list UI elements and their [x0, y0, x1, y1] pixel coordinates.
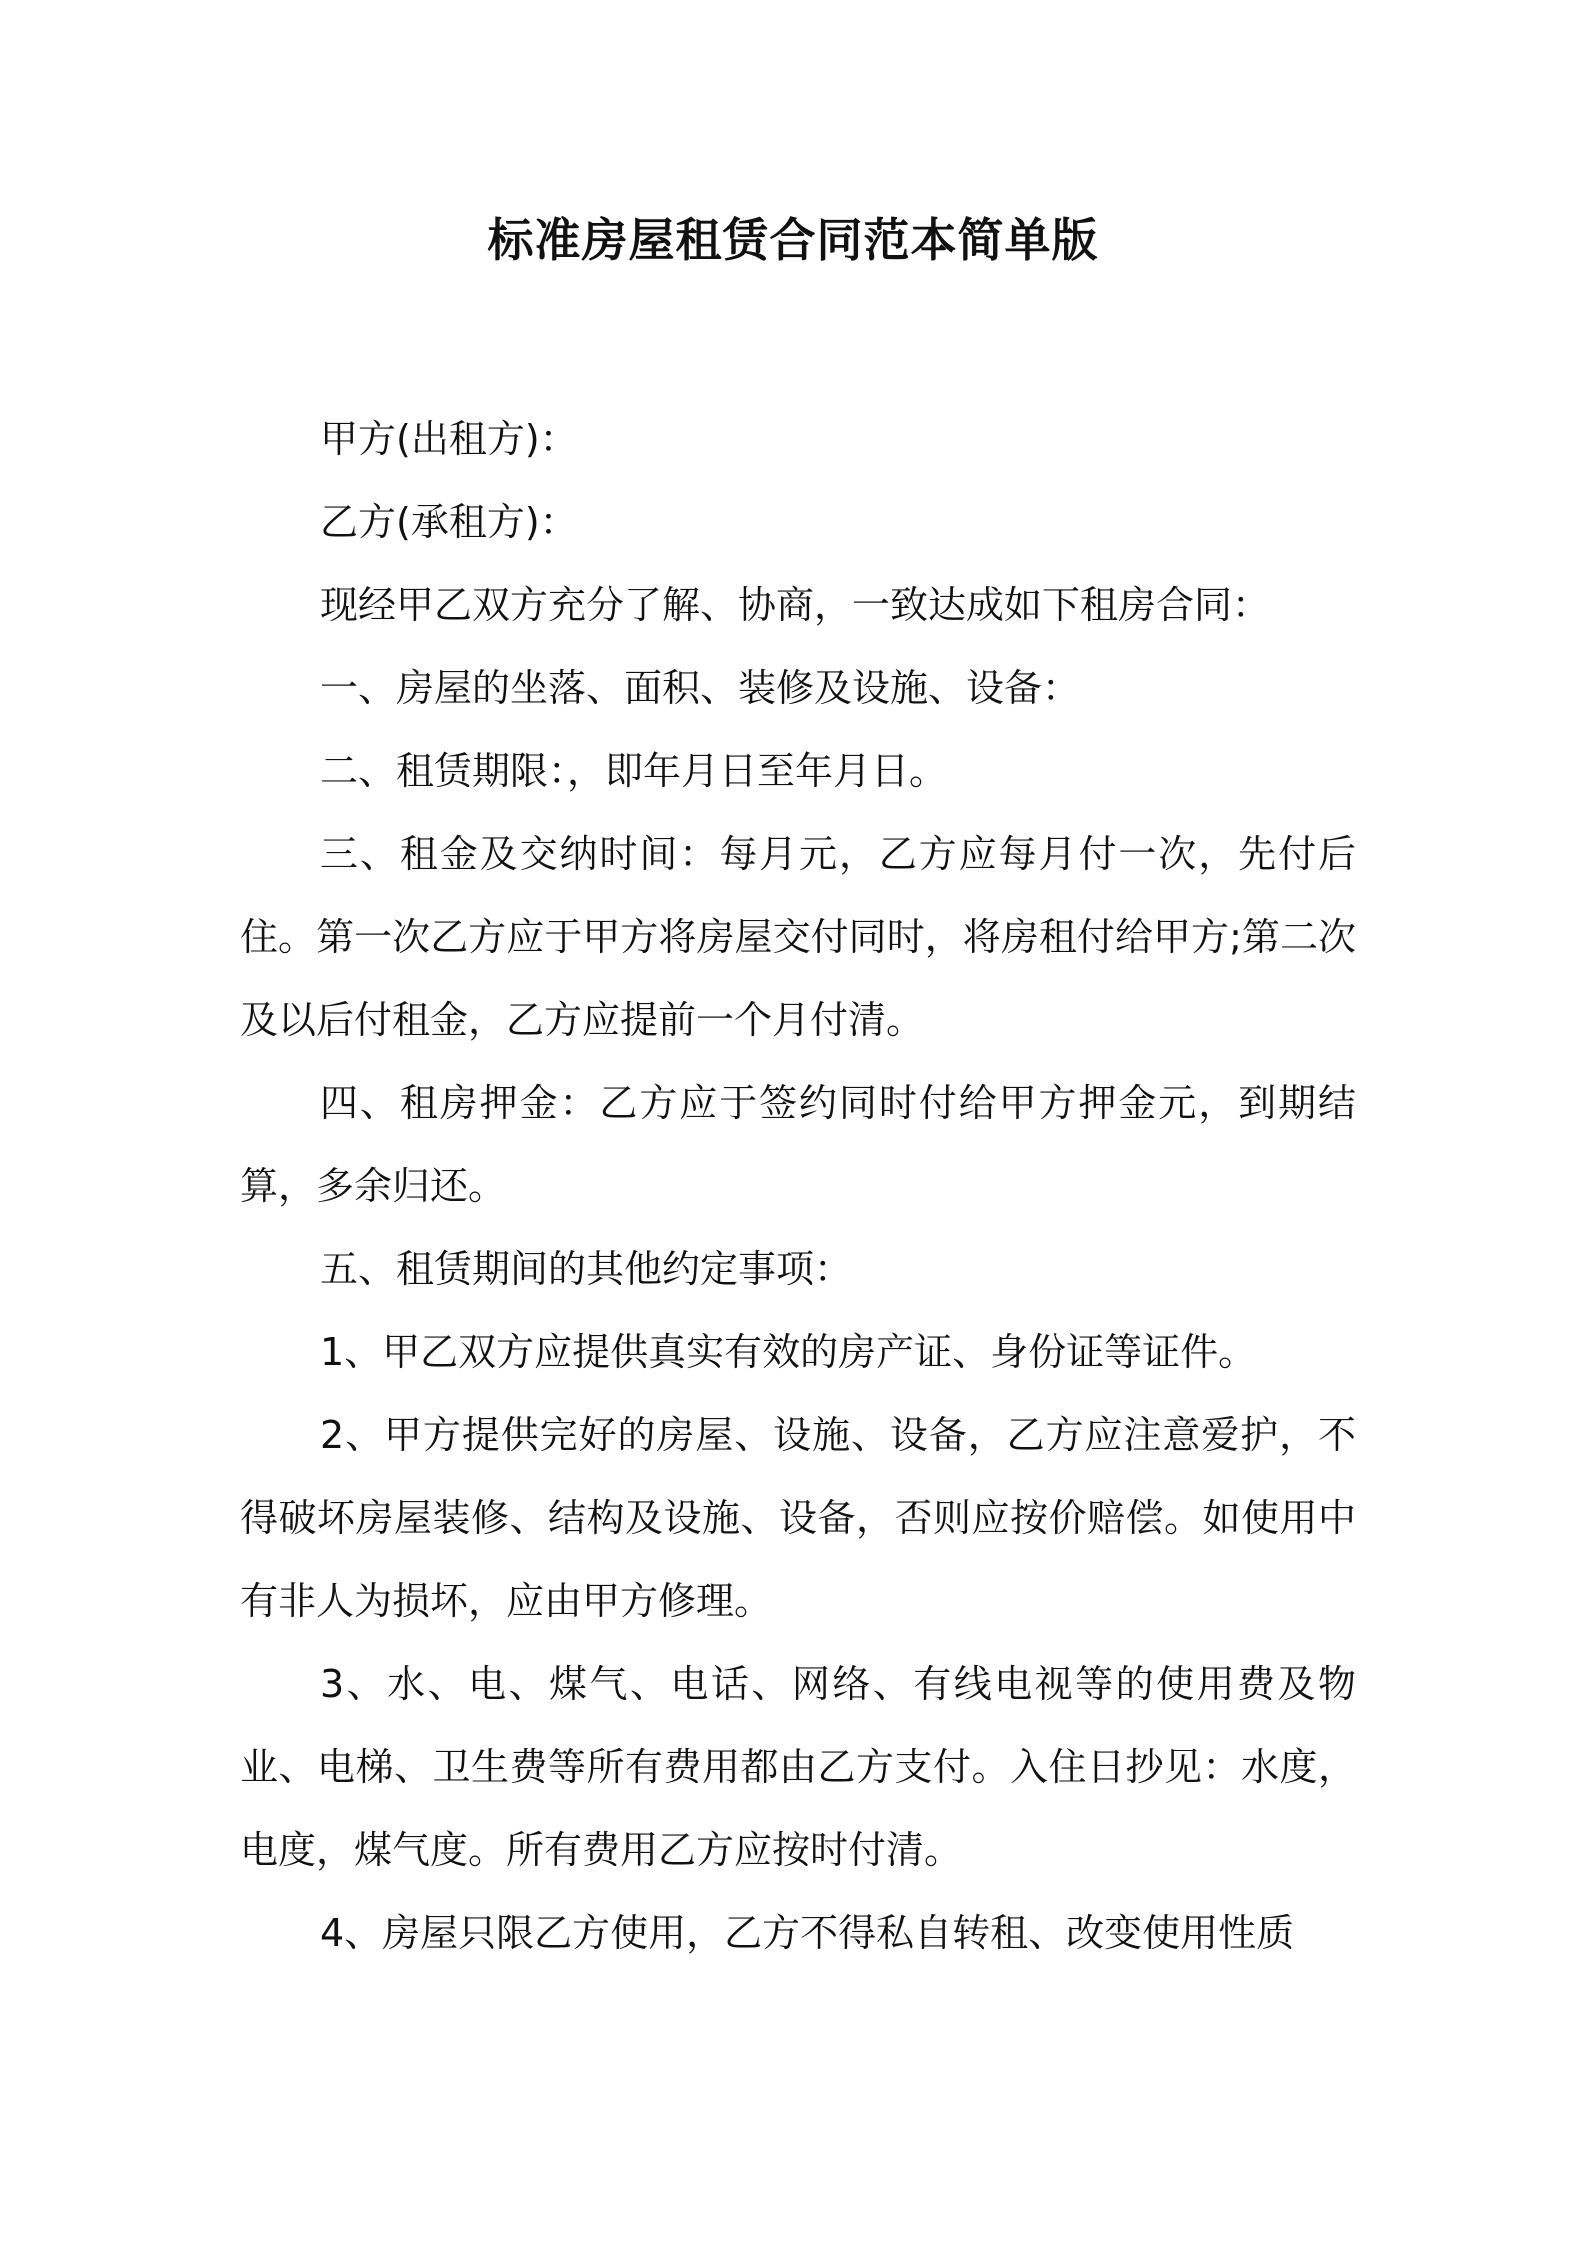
party-b-line: 乙方(承租方)： — [320, 500, 578, 544]
document-title: 标准房屋租赁合同范本简单版 — [487, 213, 1099, 267]
clause-3: 三、租金及交纳时间：每月元，乙方应每月付一次，先付后住。第一次乙方应于甲方将房屋交付同时，将房租付给甲方;第二次及以后付租金，乙方应提前一个月付清。 — [240, 832, 1356, 1042]
clause-2: 二、租赁期限：，即年月日至年月日。 — [320, 749, 948, 793]
clause-1: 一、房屋的坐落、面积、装修及设施、设备： — [320, 666, 1081, 710]
sub-clause-2: 2、甲方提供完好的房屋、设施、设备，乙方应注意爱护，不得破坏房屋装修、结构及设施、设备，否则应按价赔偿。如使用中有非人为损坏，应由甲方修理。 — [240, 1413, 1356, 1623]
agreement-intro: 现经甲乙双方充分了解、协商，一致达成如下租房合同： — [320, 583, 1271, 627]
sub-clause-4: 4、房屋只限乙方使用，乙方不得私自转租、改变使用性质 — [320, 1911, 1295, 1955]
clause-5: 五、租赁期间的其他约定事项： — [320, 1247, 853, 1291]
party-a-line: 甲方(出租方)： — [320, 417, 578, 461]
document-body — [240, 398, 1356, 1975]
sub-clause-3: 3、水、电、煤气、电话、网络、有线电视等的使用费及物业、电梯、卫生费等所有费用都由乙方支付。入住日抄见：水度，电度，煤气度。所有费用乙方应按时付清。 — [240, 1662, 1356, 1872]
clause-4: 四、租房押金：乙方应于签约同时付给甲方押金元，到期结算，多余归还。 — [240, 1081, 1356, 1208]
sub-clause-1: 1、甲乙双方应提供真实有效的房产证、身份证等证件。 — [320, 1330, 1257, 1374]
